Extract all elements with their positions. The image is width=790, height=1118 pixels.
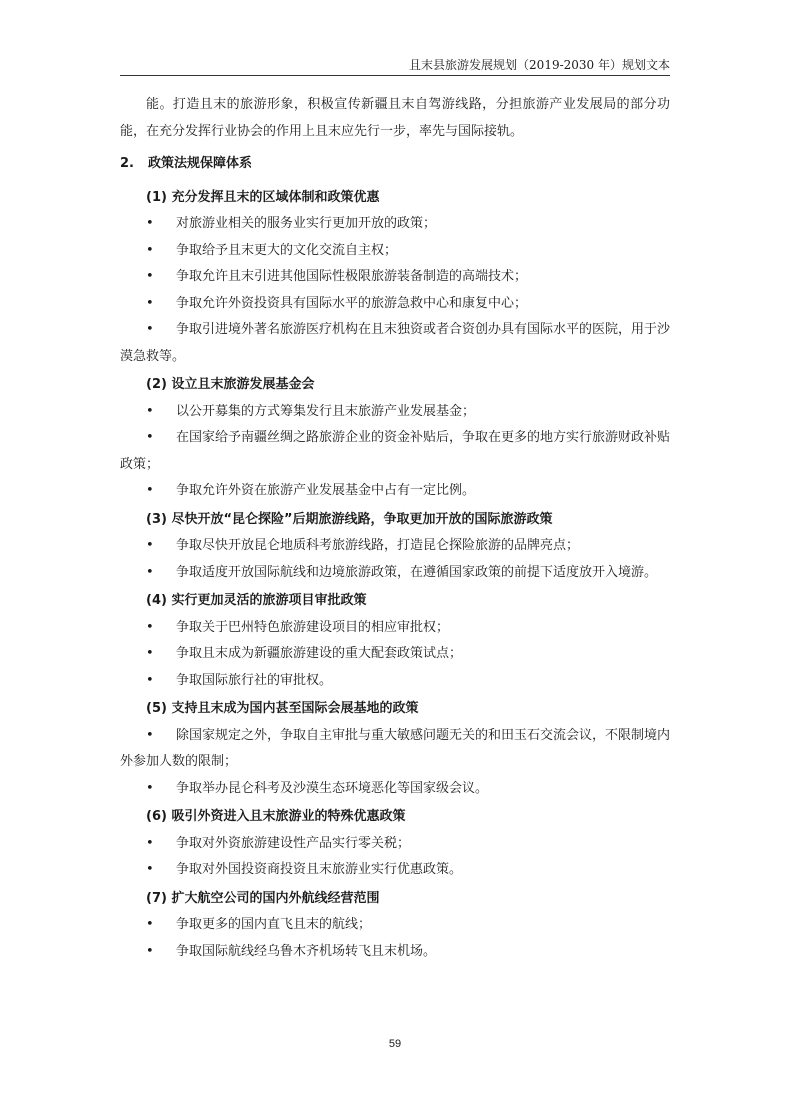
- bullet-icon: •: [146, 917, 154, 932]
- bullet-item: [120, 533, 670, 560]
- bullet-item: [120, 831, 670, 858]
- bullet-icon: •: [146, 216, 154, 231]
- bullet-text: 争取允许外资投资具有国际水平的旅游急救中心和康复中心；: [176, 295, 528, 311]
- bullet-item: [120, 291, 670, 318]
- bullet-icon: •: [146, 619, 154, 635]
- bullet-icon: •: [146, 483, 154, 498]
- bullet-text: 除国家规定之外，争取自主审批与重大敏感问题无关的和田玉石交流会议，不限制境内外参加人数的限制；: [120, 727, 671, 769]
- bullet-item: [120, 211, 670, 238]
- bullet-icon: •: [146, 727, 154, 743]
- bullet-item: [120, 668, 670, 695]
- subsection-title: (5) 支持且末成为国内甚至国际会展基地的政策: [146, 701, 419, 716]
- bullet-icon: •: [146, 322, 154, 337]
- bullet-item: [120, 264, 670, 291]
- running-header: 且末县旅游发展规划（2019-2030 年）规划文本: [409, 58, 670, 72]
- bullet-text: 争取举办昆仑科考及沙漠生态环境恶化等国家级会议。: [176, 780, 489, 796]
- bullet-text: 对旅游业相关的服务业实行更加开放的政策；: [176, 216, 437, 231]
- section-heading: [120, 151, 670, 178]
- subsection-title: (2) 设立且末旅游发展基金会: [146, 377, 315, 392]
- bullet-icon: •: [146, 564, 154, 580]
- bullet-item: [120, 478, 670, 505]
- bullet-text: 争取更多的国内直飞且末的航线；: [176, 917, 372, 932]
- bullet-text: 以公开募集的方式筹集发行且末旅游产业发展基金；: [176, 403, 476, 419]
- subsection-title: (4) 实行更加灵活的旅游项目审批政策: [146, 593, 367, 608]
- bullet-item: [120, 238, 670, 265]
- bullet-text: 争取对外资旅游建设性产品实行零关税；: [176, 835, 411, 851]
- bullet-text: 争取允许且末引进其他国际性极限旅游装备制造的高端技术；: [176, 269, 528, 284]
- section-number: 2.: [120, 156, 134, 171]
- subsection-title: (1) 充分发挥且末的区域体制和政策优惠: [146, 189, 380, 205]
- bullet-item: [120, 857, 670, 884]
- bullet-text: 争取尽快开放昆仑地质科考旅游线路，打造昆仑探险旅游的品牌亮点；: [176, 538, 580, 553]
- bullet-text: 争取对外国投资商投资且末旅游业实行优惠政策。: [176, 862, 463, 877]
- header-rule: [120, 75, 670, 76]
- bullet-icon: •: [146, 862, 154, 877]
- bullet-item: [120, 615, 670, 642]
- page-number: 59: [388, 1038, 402, 1050]
- intro-paragraph: 能。打造且末的旅游形象，积极宣传新疆且末自驾游线路，分担旅游产业发展局的部分功能，在充分发挥行业协会的作用上且末应先行一步，率先与国际接轨。: [120, 97, 670, 139]
- bullet-text: 争取国际旅行社的审批权。: [176, 672, 333, 688]
- bullet-icon: •: [146, 403, 154, 419]
- bullet-text: 争取关于巴州特色旅游建设项目的相应审批权；: [176, 619, 450, 635]
- subsection-list: [120, 185, 670, 966]
- bullet-item: [120, 939, 670, 966]
- bullet-text: 争取引进境外著名旅游医疗机构在且末独资或者合资创办具有国际水平的医院，用于沙漠急救等。: [120, 322, 671, 364]
- bullet-icon: •: [146, 672, 154, 688]
- bullet-item: [120, 560, 670, 587]
- bullet-item: [120, 399, 670, 426]
- bullet-item: [120, 317, 670, 370]
- bullet-icon: •: [146, 780, 154, 796]
- bullet-text: 争取给予且末更大的文化交流自主权；: [176, 242, 398, 258]
- section-title: 政策法规保障体系: [148, 156, 253, 171]
- subsection-title: (6) 吸引外资进入且末旅游业的特殊优惠政策: [146, 809, 406, 824]
- bullet-item: [120, 723, 670, 776]
- page-body: [120, 92, 670, 965]
- subsection-title: (7) 扩大航空公司的国内外航线经营范围: [146, 890, 380, 906]
- bullet-item: [120, 776, 670, 803]
- bullet-icon: •: [146, 835, 154, 851]
- bullet-icon: •: [146, 538, 154, 553]
- bullet-text: 争取允许外资在旅游产业发展基金中占有一定比例。: [176, 483, 476, 498]
- bullet-text: 在国家给予南疆丝绸之路旅游企业的资金补贴后，争取在更多的地方实行旅游财政补贴政策；: [120, 430, 671, 472]
- bullet-text: 争取适度开放国际航线和边境旅游政策，在遵循国家政策的前提下适度放开入境游。: [176, 564, 658, 580]
- bullet-text: 争取且末成为新疆旅游建设的重大配套政策试点；: [176, 646, 463, 661]
- bullet-item: [120, 641, 670, 668]
- bullet-icon: •: [146, 943, 154, 959]
- bullet-icon: •: [146, 242, 154, 258]
- bullet-item: [120, 912, 670, 939]
- bullet-icon: •: [146, 430, 154, 445]
- bullet-item: [120, 425, 670, 478]
- bullet-icon: •: [146, 269, 154, 284]
- subsection-title: (3) 尽快开放“昆仑探险”后期旅游线路，争取更加开放的国际旅游政策: [146, 511, 553, 527]
- bullet-text: 争取国际航线经乌鲁木齐机场转飞且末机场。: [176, 943, 437, 959]
- bullet-icon: •: [146, 295, 154, 311]
- bullet-icon: •: [146, 646, 154, 661]
